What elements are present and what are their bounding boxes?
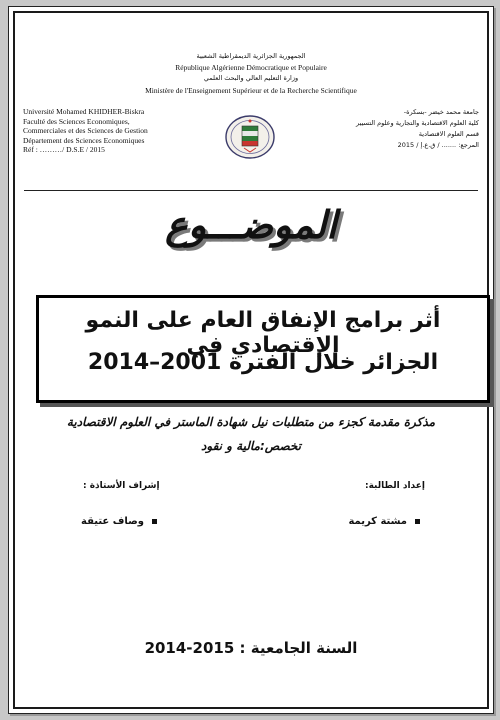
- thesis-title-line1: أثر برامج الإنفاق العام على النمو الإقتصادي في: [85, 308, 441, 358]
- department-name-fr: Département des Sciences Economiques: [23, 135, 145, 145]
- academic-year: [9, 639, 493, 657]
- thesis-title-line2: الجزائر خلال الفترة 2001–2014: [87, 350, 439, 375]
- supervisor-name: وصاف عتيقة: [81, 516, 144, 527]
- bullet-icon: [415, 519, 420, 524]
- university-info-french: [23, 107, 198, 155]
- specialty: تخصص:مالية و نقود: [201, 439, 301, 453]
- university-name-ar: جامعة محمد خيضر -بسكرة-: [403, 108, 479, 116]
- academic-year-label: السنة الجامعية :: [239, 639, 358, 657]
- reference-fr: Réf : ………/ D.S.E / 2015: [23, 145, 105, 155]
- prepared-by-label: إعداد الطالبة:: [365, 481, 425, 491]
- republic-arabic: الجمهورية الجزائرية الديمقراطية الشعبية: [196, 52, 306, 60]
- supervisor-label: إشراف الأستاذة :: [83, 481, 160, 491]
- faculty-name-fr-cont: Commerciales et des Sciences de Gestion: [23, 126, 148, 136]
- ministry-french: Ministère de l'Enseignement Supérieur et de la Recherche Scientifique: [145, 86, 357, 95]
- reference-ar: المرجع: ....... / ق.ع.إ / 2015: [397, 141, 479, 149]
- university-logo-icon: [223, 113, 277, 161]
- student-name: مشتة كريمة: [348, 516, 407, 527]
- faculty-name-ar: كلية العلوم الاقتصادية والتجارية وعلوم التسيير: [356, 119, 479, 127]
- ministry-arabic: وزارة التعليم العالي والبحث العلمي: [203, 74, 299, 82]
- republic-french: République Algérienne Démocratique et Populaire: [175, 63, 327, 72]
- document-page: [8, 6, 494, 714]
- supervisor-name-row: [81, 516, 165, 527]
- faculty-name-fr: Faculté des Sciences Economiques,: [23, 116, 130, 126]
- academic-year-value: 2014-2015: [144, 639, 235, 657]
- topic-heading: الموضـــوع: [165, 203, 337, 247]
- memo-description: مذكرة مقدمة كجزء من متطلبات نيل شهادة الماستر في العلوم الاقتصادية: [66, 415, 436, 429]
- university-name-fr: Université Mohamed KHIDHER-Biskra: [23, 107, 145, 116]
- thesis-title-box: [36, 295, 490, 403]
- student-name-row: [348, 516, 428, 527]
- university-info-arabic: [329, 107, 479, 151]
- bullet-icon: [152, 519, 157, 524]
- department-name-ar: قسم العلوم الاقتصادية: [418, 130, 479, 138]
- header-divider: [24, 190, 478, 191]
